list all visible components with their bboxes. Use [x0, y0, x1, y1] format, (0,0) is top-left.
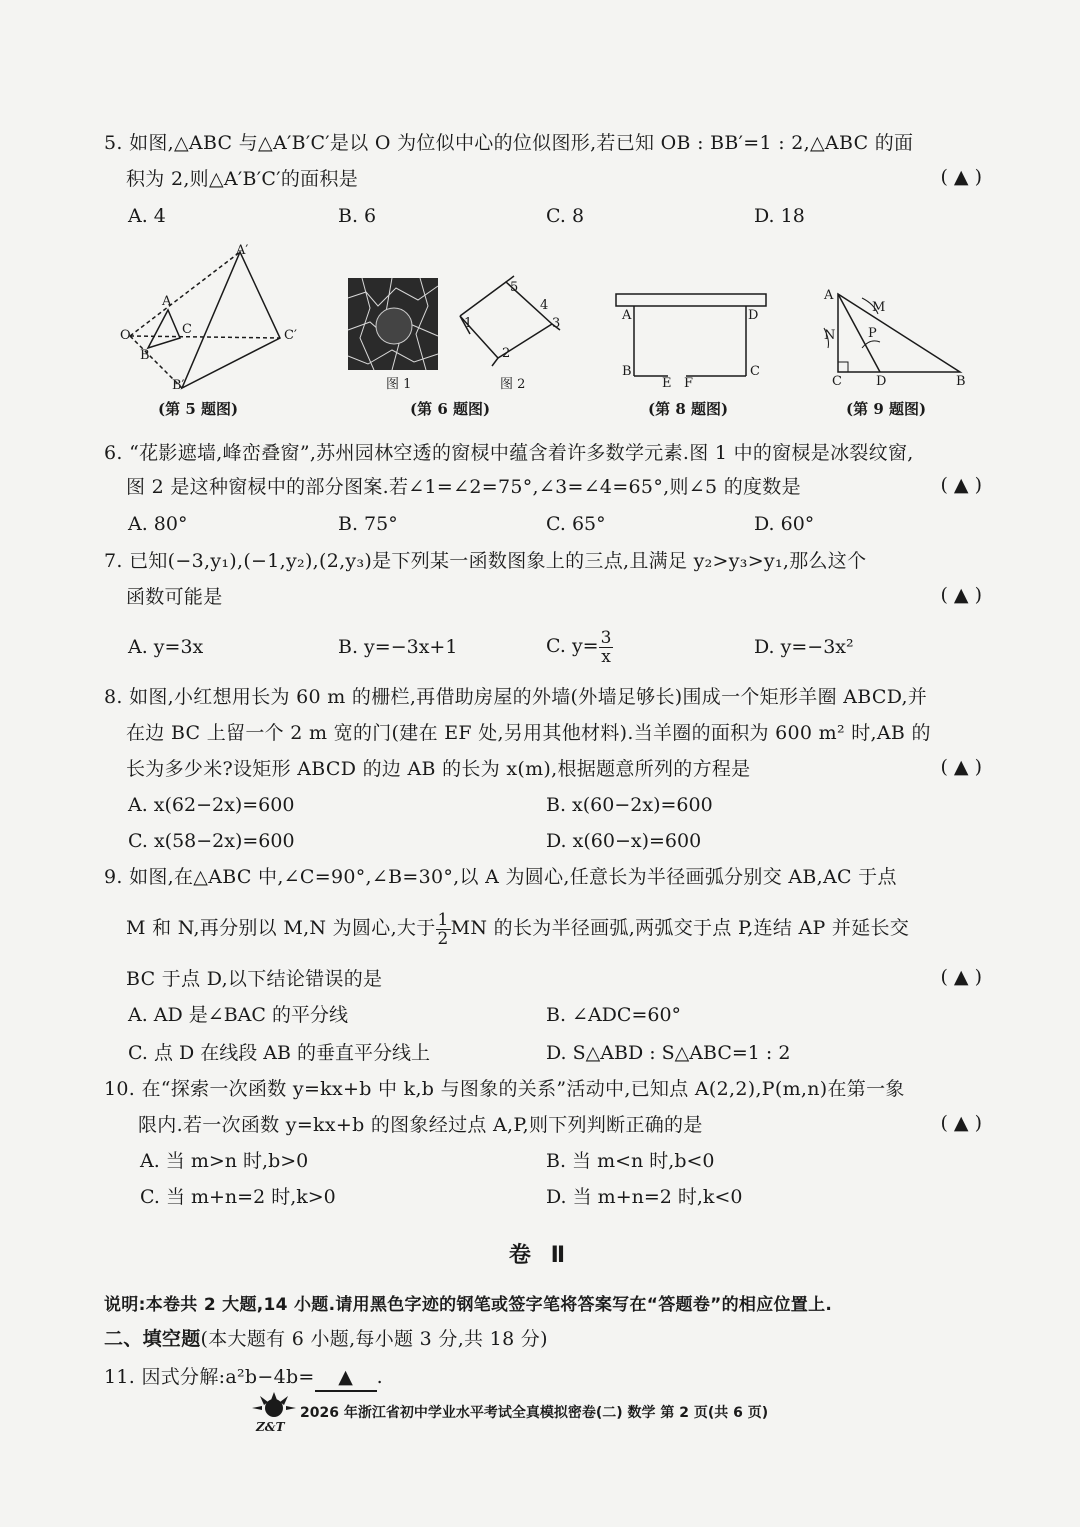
- q7-line2: 函数可能是: [126, 586, 223, 608]
- q8-option-c: C. x(58−2x)=600: [128, 830, 295, 852]
- figure-6-window-image: [348, 278, 438, 370]
- fig9-label-c: C: [832, 374, 842, 389]
- q9-option-a: A. AD 是∠BAC 的平分线: [128, 1004, 348, 1026]
- q5-option-d: D. 18: [754, 205, 805, 227]
- q8-answer-slot: ( ▲ ): [940, 756, 982, 778]
- q7-answer-slot: ( ▲ ): [940, 584, 982, 606]
- q7-option-c-fraction: [599, 629, 614, 666]
- q10-option-a: A. 当 m>n 时,b>0: [140, 1150, 309, 1172]
- figure-9-caption: (第 9 题图): [846, 400, 927, 418]
- q6-line2: 图 2 是这种窗棂中的部分图案.若∠1=∠2=75°,∠3=∠4=65°,则∠5 的度数是: [126, 476, 801, 498]
- q10-answer-slot: ( ▲ ): [940, 1112, 982, 1134]
- fig6-label-fig2: 图 2: [500, 377, 526, 392]
- fig5-label-o: O: [120, 328, 131, 343]
- q10-line1: 10. 在“探索一次函数 y=kx+b 中 k,b 与图象的关系”活动中,已知点 A(2,2),P(m,n)在第一象: [104, 1078, 905, 1100]
- section-title: 卷 Ⅱ: [508, 1243, 572, 1268]
- q7-option-c-denominator: x: [601, 646, 611, 667]
- q8-option-d: D. x(60−x)=600: [546, 830, 702, 852]
- publisher-logo-text: Z&T: [256, 1420, 285, 1434]
- fig8-label-c: C: [750, 364, 760, 379]
- q7-option-c-prefix: C. y=: [546, 635, 599, 657]
- q9-line3: BC 于点 D,以下结论错误的是: [126, 968, 383, 990]
- q6-option-c: C. 65°: [546, 513, 606, 535]
- q5-answer-slot: ( ▲ ): [940, 166, 982, 188]
- fig6-label-3: 3: [552, 316, 561, 331]
- q5-option-a: A. 4: [128, 205, 166, 227]
- q7-option-d: D. y=−3x²: [754, 636, 854, 658]
- q11-line: [104, 1364, 383, 1392]
- q8-line1: 8. 如图,小红想用长为 60 m 的栅栏,再借助房屋的外墙(外墙足够长)围成一个矩形羊圈 ABCD,并: [104, 686, 928, 708]
- q7-line1: 7. 已知(−3,y₁),(−1,y₂),(2,y₃)是下列某一函数图象上的三点,且满足 y₂>y₃>y₁,那么这个: [104, 550, 867, 572]
- page-footer: 2026 年浙江省初中学业水平考试全真模拟密卷(二) 数学 第 2 页(共 6 页): [300, 1405, 769, 1421]
- q5-line2: 积为 2,则△A′B′C′的面积是: [126, 168, 359, 190]
- part2-heading: [104, 1326, 548, 1352]
- q9-option-b: B. ∠ADC=60°: [546, 1004, 682, 1026]
- q6-answer-slot: ( ▲ ): [940, 474, 982, 496]
- figure-5-diagram: [110, 240, 310, 400]
- q11-text: 11. 因式分解:a²b−4b=: [104, 1366, 315, 1388]
- fig5-label-a-prime: A′: [236, 243, 249, 258]
- q6-option-b: B. 75°: [338, 513, 398, 535]
- fig5-label-a: A: [162, 294, 172, 309]
- q9-fraction-numerator: 1: [437, 909, 449, 930]
- fig5-label-b-prime: B′: [172, 378, 185, 393]
- q10-line2: 限内.若一次函数 y=kx+b 的图象经过点 A,P,则下列判断正确的是: [138, 1114, 703, 1136]
- q5-option-c: C. 8: [546, 205, 585, 227]
- q7-option-c-numerator: 3: [600, 627, 612, 648]
- fig8-label-a: A: [622, 308, 632, 323]
- q9-line2-post: MN 的长为半径画弧,两弧交于点 P,连结 AP 并延长交: [450, 917, 910, 939]
- fig8-label-e: E: [662, 376, 672, 391]
- q6-option-a: A. 80°: [128, 513, 188, 535]
- q7-option-a: A. y=3x: [128, 636, 204, 658]
- fig6-label-2: 2: [502, 346, 511, 361]
- fig6-label-fig1: 图 1: [386, 377, 412, 392]
- q6-option-d: D. 60°: [754, 513, 815, 535]
- fig9-label-m: M: [872, 300, 886, 315]
- q6-line1: 6. “花影遮墙,峰峦叠窗”,苏州园林空透的窗棂中蕴含着许多数学元素.图 1 中的窗棂是冰裂纹窗,: [104, 442, 914, 464]
- fig9-label-a: A: [824, 288, 834, 303]
- fig9-label-b: B: [956, 374, 966, 389]
- q8-option-b: B. x(60−2x)=600: [546, 794, 713, 816]
- fig5-label-b: B: [140, 348, 150, 363]
- fig6-label-4: 4: [540, 298, 549, 313]
- q10-option-c: C. 当 m+n=2 时,k>0: [140, 1186, 336, 1208]
- q7-option-c: [546, 624, 613, 668]
- q9-line1: 9. 如图,在△ABC 中,∠C=90°,∠B=30°,以 A 为圆心,任意长为半径画弧分别交 AB,AC 于点: [104, 866, 897, 888]
- q10-option-d: D. 当 m+n=2 时,k<0: [546, 1186, 743, 1208]
- q9-line2-pre: M 和 N,再分别以 M,N 为圆心,大于: [126, 917, 436, 939]
- q11-answer-blank: ▲: [315, 1364, 377, 1392]
- fig8-label-f: F: [684, 376, 694, 391]
- figure-5-caption: (第 5 题图): [158, 400, 239, 418]
- fig5-label-c: C: [182, 322, 192, 337]
- q9-line2: [126, 906, 909, 950]
- q8-line3: 长为多少米?设矩形 ABCD 的边 AB 的长为 x(m),根据题意所列的方程是: [126, 758, 751, 780]
- figure-8-diagram: [614, 290, 770, 382]
- figure-6-caption: (第 6 题图): [410, 400, 491, 418]
- q9-option-c: C. 点 D 在线段 AB 的垂直平分线上: [128, 1042, 431, 1064]
- q9-fraction-denominator: 2: [437, 928, 449, 949]
- q5-option-b: B. 6: [338, 205, 377, 227]
- fig6-label-5: 5: [510, 280, 519, 295]
- part2-description: (本大题有 6 小题,每小题 3 分,共 18 分): [200, 1328, 548, 1350]
- fig8-label-b: B: [622, 364, 632, 379]
- section-note: 说明:本卷共 2 大题,14 小题.请用黑色字迹的钢笔或签字笔将答案写在“答题卷”的相应位置上.: [104, 1295, 833, 1315]
- q8-line2: 在边 BC 上留一个 2 m 宽的门(建在 EF 处,另用其他材料).当羊圈的面积为 600 m² 时,AB 的: [126, 722, 931, 744]
- q8-option-a: A. x(62−2x)=600: [128, 794, 295, 816]
- q9-fraction: [436, 911, 451, 948]
- q5-line1: 5. 如图,△ABC 与△A′B′C′是以 O 为位似中心的位似图形,若已知 OB : BB′=1 : 2,△ABC 的面: [104, 132, 914, 154]
- q11-end: .: [376, 1366, 383, 1388]
- fig6-label-1: 1: [464, 316, 473, 331]
- fig9-label-p: P: [868, 326, 877, 341]
- q9-answer-slot: ( ▲ ): [940, 966, 982, 988]
- fig8-label-d: D: [748, 308, 759, 323]
- fig9-label-n: N: [824, 328, 836, 343]
- part2-title: 二、填空题: [104, 1328, 201, 1350]
- q10-option-b: B. 当 m<n 时,b<0: [546, 1150, 715, 1172]
- figure-9-diagram: [822, 288, 972, 380]
- q7-option-b: B. y=−3x+1: [338, 636, 458, 658]
- fig5-label-c-prime: C′: [284, 328, 297, 343]
- q9-option-d: D. S△ABD : S△ABC=1 : 2: [546, 1042, 791, 1064]
- fig9-label-d: D: [876, 374, 887, 389]
- figure-8-caption: (第 8 题图): [648, 400, 729, 418]
